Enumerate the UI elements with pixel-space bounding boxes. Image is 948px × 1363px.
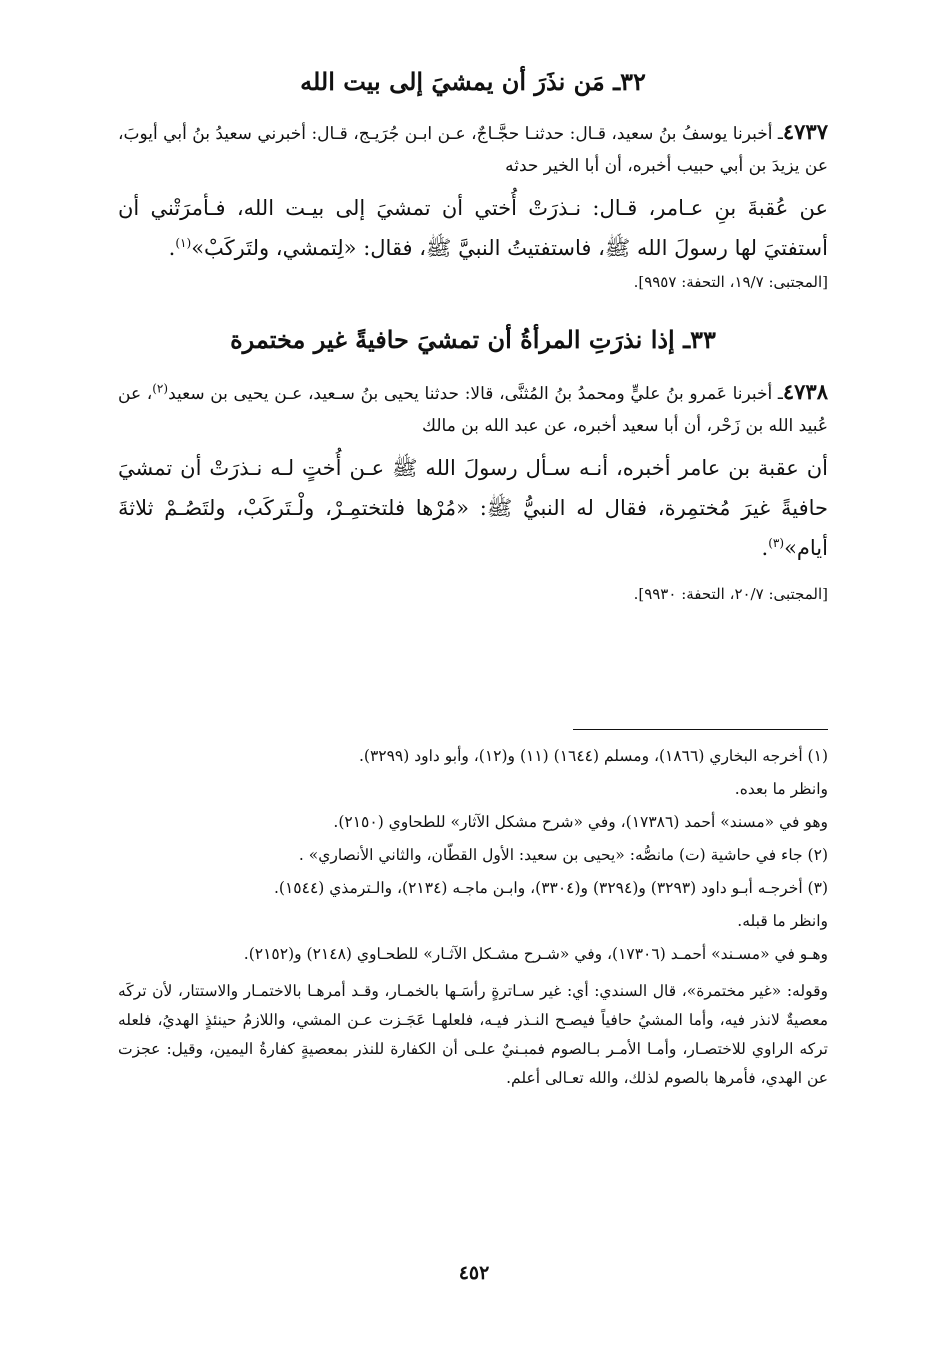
footnote-3-commentary: وقوله: «غير مختمرة»، قال السندي: أي: غير سـاترةٍ رأسَـها بالخمـار، وقـد أمرهـا بالاختمـار والاستتار، لأن تركَه معصيةٌ لانذر فيه، وأما المشيُ حافياً فيصـح النـذر فيـه، فلعلهـا عَجَـزت عـن المشي، واللازمُ حينئذٍ الهديُ، فلعله تركه الراوي للاختصـار، وأمـا الأمـر بـالصوم فمبـنيٌ علـى أن الكفارة للنذر بمعصيةٍ كفارةُ اليمين، وقيل: عجزت عن الهدي، فأمرها بالصوم لذلك، والله تعـالى أعلم. (118, 982, 828, 1087)
main-text (118, 62, 828, 608)
section-32-title: ٣٢ـ مَن نذَرَ أن يمشيَ إلى بيت الله (300, 67, 646, 96)
footnote-1-sources: وهو في «مسند» أحمد (١٧٣٨٦)، وفي «شرح مشكل الآثار» للطحاوي (٢١٥٠). (333, 813, 828, 831)
footnote-1: (١) أخرجه البخاري (١٨٦٦)، ومسلم (١٦٤٤) (١١) و(١٢)، وأبو داود (٣٢٩٩). (358, 747, 828, 765)
footnote-separator (573, 729, 828, 730)
hadith-4737-reference: [المجتبى: ١٩/٧، التحفة: ٩٩٥٧]. (633, 273, 828, 291)
hadith-number: ٤٧٣٧ (782, 119, 828, 144)
section-33-title: ٣٣ـ إذا نذرَتِ المرأةُ أن تمشيَ حافيةً غير مختمرة (230, 325, 716, 354)
footnote-3: (٣) أخرجـه أبـو داود (٣٢٩٣) و(٣٢٩٤) و(٣٣٠٤)، وابـن ماجـه (٢١٣٤)، والـترمذي (١٥٤٤). (273, 879, 828, 897)
hadith-4738-matn: أن عقبة بن عامر أخبره، أنـه سـأل رسولَ الله ﷺ عـن أُختٍ لـه نـذرَتْ أن تمشيَ حافيةً غيرَ مُختمِرة، فقال له النبيُّ ﷺ: «مُرْها فلتختمِـرْ، ولْـتَركَبْ، ولتَصُـمْ ثلاثةَ أيام»$^{(٣)}$. (118, 456, 828, 560)
footnotes (118, 740, 828, 1093)
hadith-4737-isnad: ٤٧٣٧ـ أخبرنا يوسفُ بنُ سعيد، قـال: حدثنـا حجَّـاجٌ، عـن ابـن جُرَيـج، قـال: أخبرني سعيدُ بنُ أبي أيوبَ، عن يزيدَ بن أبي حبيب أخبره، أن أبا الخير حدثه (118, 119, 828, 176)
page-number: ٤٥٢ (458, 1262, 490, 1284)
footnote-marker[interactable]: (٣) (768, 536, 785, 550)
hadith-4738-isnad: ٤٧٣٨ـ أخبرنا عَمرو بنُ عليٍّ ومحمدُ بنُ المُثنَّى، قالا: حدثنا يحيى بنُ سـعيد، عـن يحيى بن سعيد$^{(٢)}$، عن عُبيد الله بن زَحْر، أن أبا سعيد أخبره، عن عبد الله بن مالك (118, 379, 828, 436)
hadith-number: ٤٧٣٨ (782, 379, 828, 404)
footnote-marker[interactable]: (٢) (152, 381, 169, 396)
footnote-marker[interactable]: (١) (175, 236, 192, 250)
footnote-1-cross-ref: وانظر ما بعده. (734, 780, 828, 798)
footnote-3-cross-ref: وانظر ما قبله. (737, 912, 828, 930)
footnote-2: (٢) جاء في حاشية (ت) مانصُّه: «يحيى بن سعيد: الأول القطّان، والثاني الأنصاري» . (298, 846, 828, 864)
hadith-4738-reference: [المجتبى: ٢٠/٧، التحفة: ٩٩٣٠]. (633, 585, 828, 603)
hadith-4737-matn: عن عُقبةَ بنِ عـامر، قـال: نـذرَتْ أُختي أن تمشيَ إلى بيـت الله، فـأمرَتْني أن أستفتيَ لها رسولَ الله ﷺ، فاستفتيتُ النبيَّ ﷺ، فقال: «لِتمشي، ولتَركَبْ»$^{(١)}$. (118, 196, 828, 260)
footnote-3-sources: وهـو في «مسـند» أحمـد (١٧٣٠٦)، وفي «شـرح مشـكل الآثـار» للطحـاوي (٢١٤٨) و(٢١٥٢). (243, 945, 828, 963)
